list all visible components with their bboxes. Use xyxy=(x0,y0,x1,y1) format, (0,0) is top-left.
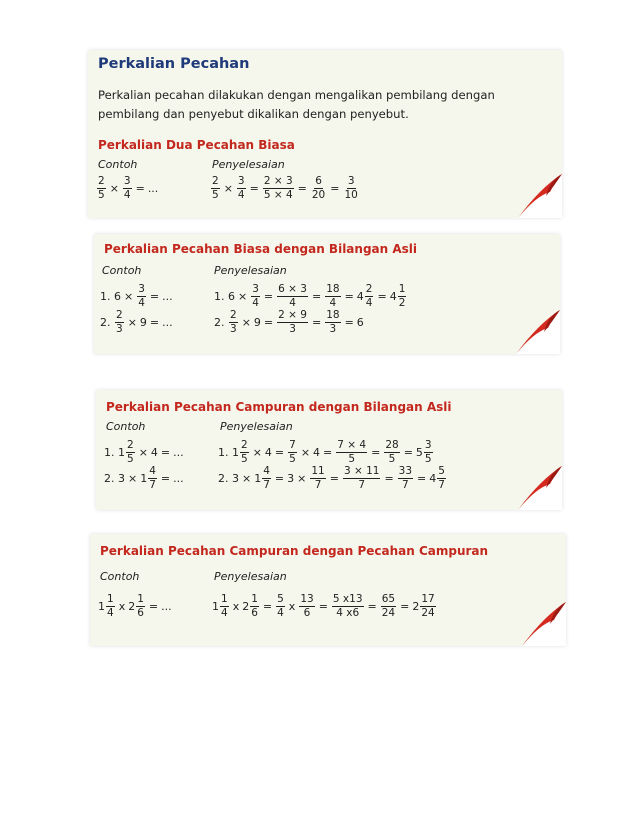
intro-paragraph: Perkalian pecahan dilakukan dengan mengalikan pembilang dengan pembilang dan penyebut dikalikan dengan penyebut. xyxy=(98,88,495,121)
contoh-label: Contoh xyxy=(100,570,140,583)
example-expression-2: 2. $\frac{2}{3}$ × 9 = ... xyxy=(100,309,173,335)
example-expression: 1 $\frac{1}{4}$ x 2 $\frac{1}{6}$ = ... xyxy=(98,593,172,619)
solution-expression: $\frac{2}{5}$ × $\frac{3}{4}$ = $\frac{2 \times 3}{5 \times 4}$ = $\frac{6}{20}$ = $\frac{3}{10}$ xyxy=(212,175,358,201)
page-curl-icon xyxy=(514,594,566,646)
example-expression-1: 1. 6 × $\frac{3}{4}$ = ... xyxy=(100,283,173,309)
penyelesaian-label: Penyelesaian xyxy=(214,570,287,583)
solution-expression: 1 $\frac{1}{4}$ x 2 $\frac{1}{6}$ = $\frac{5}{4}$ x $\frac{13}{6}$ = $\frac{5 x13}{4 x6}$ = $\frac{65}{24}$ = 2 $\frac{17}{24}$ xyxy=(212,593,435,619)
example-expression: $\frac{2}{5}$ × $\frac{3}{4}$ = ... xyxy=(98,175,159,201)
contoh-label: Contoh xyxy=(102,264,142,277)
card-campuran-bilangan-asli xyxy=(96,390,562,510)
penyelesaian-label: Penyelesaian xyxy=(212,158,285,171)
page-curl-icon xyxy=(508,302,560,354)
solution-expression-1: 1. 6 × $\frac{3}{4}$ = $\frac{6 \times 3}{4}$ = $\frac{18}{4}$ = 4 $\frac{2}{4}$ = 4 $\frac{1}{2}$ xyxy=(214,283,406,309)
example-expression-2: 2. 3 × 1 $\frac{4}{7}$ = ... xyxy=(104,465,184,491)
page-curl-icon xyxy=(510,458,562,510)
penyelesaian-label: Penyelesaian xyxy=(220,420,293,433)
section-title-campuran-campuran: Perkalian Pecahan Campuran dengan Pecahan Campuran xyxy=(100,544,489,558)
page-title: Perkalian Pecahan xyxy=(98,56,250,72)
contoh-label: Contoh xyxy=(106,420,146,433)
section-title-campuran-asli: Perkalian Pecahan Campuran dengan Bilangan Asli xyxy=(106,400,452,414)
card-campuran-campuran xyxy=(90,534,566,646)
section-title-dua-pecahan: Perkalian Dua Pecahan Biasa xyxy=(98,138,295,152)
section-title-biasa-asli: Perkalian Pecahan Biasa dengan Bilangan Asli xyxy=(104,242,418,256)
solution-expression-2: 2. $\frac{2}{3}$ × 9 = $\frac{2 \times 9}{3}$ = $\frac{18}{3}$ = 6 xyxy=(214,309,364,335)
penyelesaian-label: Penyelesaian xyxy=(214,264,287,277)
card-pecahan-biasa-bilangan-asli xyxy=(94,234,560,354)
example-expression-1: 1. 1 $\frac{2}{5}$ × 4 = ... xyxy=(104,439,184,465)
card-perkalian-pecahan xyxy=(88,50,562,218)
page-curl-icon xyxy=(510,166,562,218)
solution-expression-2: 2. 3 × 1 $\frac{4}{7}$ = 3 × $\frac{11}{7}$ = $\frac{3 \times 11}{7}$ = $\frac{33}{7}$ = 4 $\frac{5}{7}$ xyxy=(218,465,445,491)
contoh-label: Contoh xyxy=(98,158,138,171)
solution-expression-1: 1. 1 $\frac{2}{5}$ × 4 = $\frac{7}{5}$ × 4 = $\frac{7 \times 4}{5}$ = $\frac{28}{5}$ = 5 $\frac{3}{5}$ xyxy=(218,439,432,465)
